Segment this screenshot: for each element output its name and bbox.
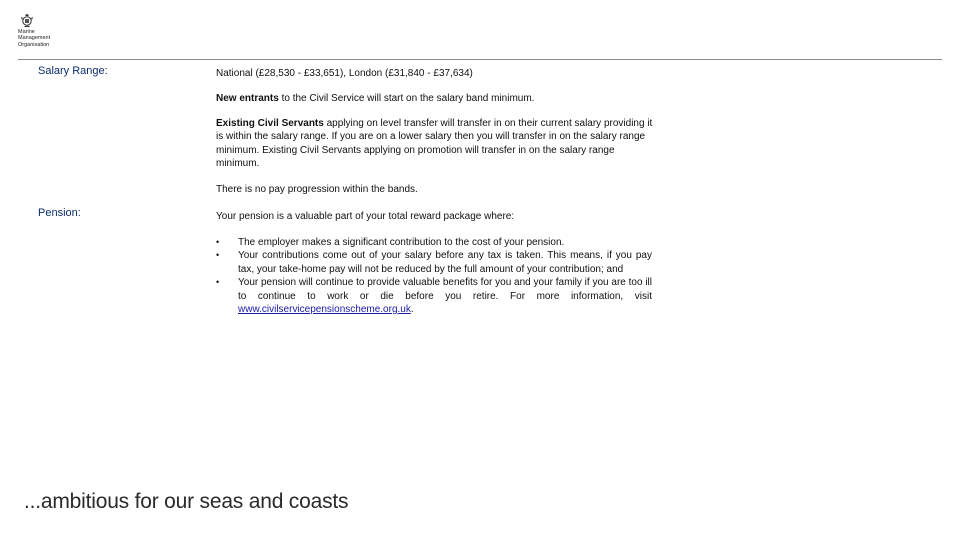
existing-civil-servants-paragraph <box>216 117 654 171</box>
footer-tagline: ...ambitious for our seas and coasts <box>24 490 349 513</box>
existing-civil-servants-heading: Existing Civil Servants <box>216 118 324 129</box>
logo-line: Organisation <box>18 41 50 48</box>
bullet-icon: • <box>216 277 220 288</box>
list-item <box>216 236 652 249</box>
pay-progression-text: There is no pay progression within the bands. <box>216 184 418 195</box>
list-item-text: The employer makes a significant contribution to the cost of your pension. <box>238 237 565 248</box>
new-entrants-text: to the Civil Service will start on the salary band minimum. <box>278 93 535 104</box>
list-item <box>216 276 652 316</box>
list-item-text: Your contributions come out of your salary before any tax is taken. This means, if you pay tax, your take-home pay will not be reduced by the full amount of your contribution; and <box>238 250 652 275</box>
pension-label: Pension: <box>38 207 81 219</box>
pension-intro-text: Your pension is a valuable part of your total reward package where: <box>216 211 515 222</box>
organisation-logo <box>18 14 78 54</box>
header-divider <box>18 59 942 60</box>
royal-crest-icon <box>20 14 34 28</box>
link-suffix: . <box>410 304 414 316</box>
existing-civil-servants-text: applying on level transfer will transfer in on their current salary providing it is within the salary range. If you are on a lower salary then you will transfer in on the salary range minimum. Existing Civil Servants applying on promotion will transfer in on the salary range minimum. <box>216 118 653 170</box>
bullet-icon: • <box>216 237 220 247</box>
bullet-icon: • <box>216 250 220 261</box>
pension-benefits-list <box>216 236 652 316</box>
pension-scheme-link[interactable]: www.civilservicepensionscheme.org.uk <box>238 304 411 316</box>
new-entrants-heading: New entrants <box>216 93 279 104</box>
new-entrants-paragraph <box>216 92 654 105</box>
list-item-text: Your pension will continue to provide valuable benefits for you and your family if you are too ill to continue to work or die before you retire. For more information, visit <box>238 277 652 302</box>
salary-range-label: Salary Range: <box>38 65 108 77</box>
logo-line: Marine <box>18 29 35 35</box>
salary-range-text: National (£28,530 - £33,651), London (£31,840 - £37,634) <box>216 68 473 79</box>
logo-line: Management <box>18 35 51 42</box>
list-item <box>216 249 652 276</box>
